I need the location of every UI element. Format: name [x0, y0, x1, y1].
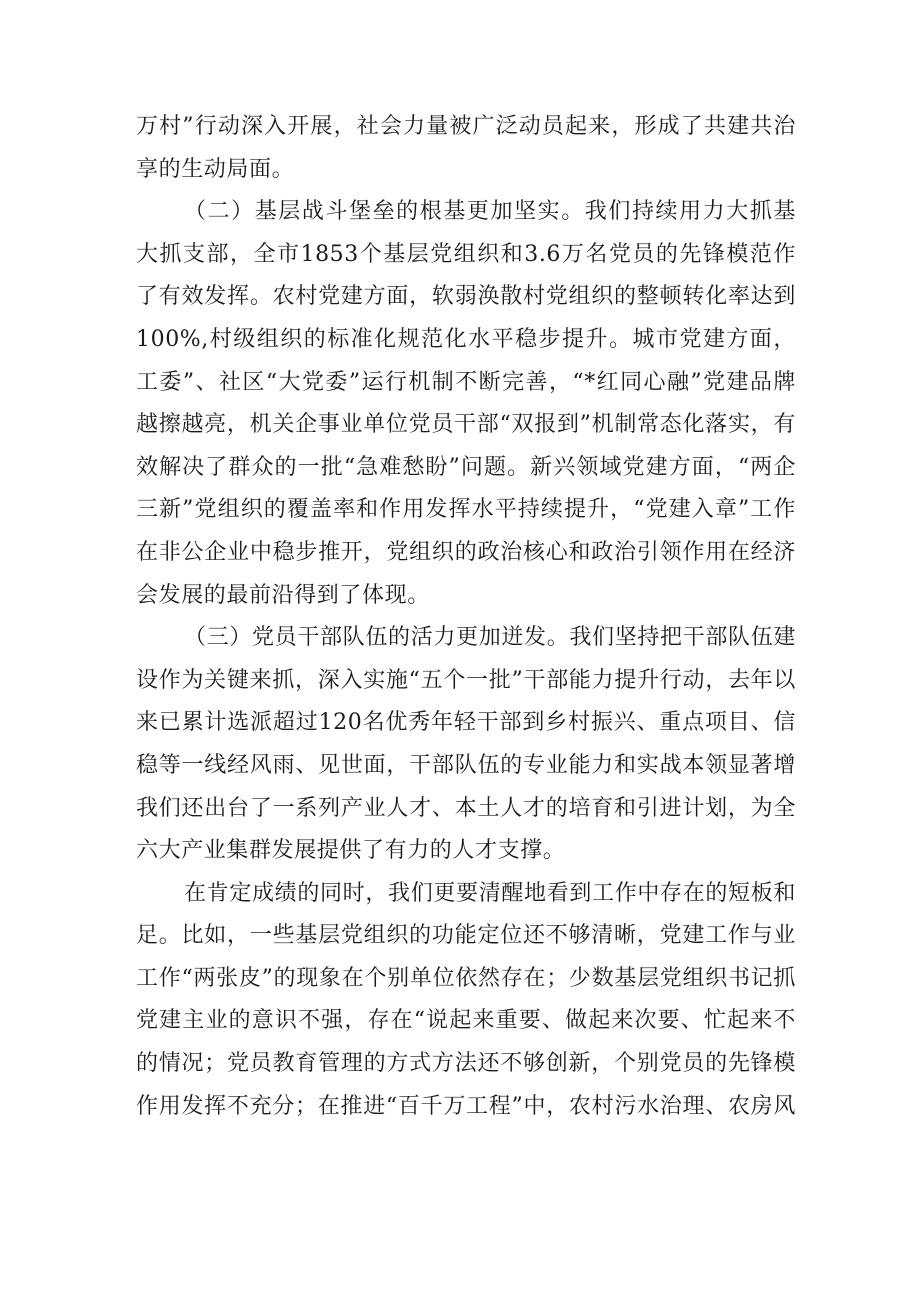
text-line: （三）党员干部队伍的活力更加迸发。我们坚持把干部队伍建	[184, 625, 796, 651]
text-line: 设作为关键来抓，深入实施“五个一批”干部能力提升行动，去年以	[136, 667, 796, 693]
text-line: 效解决了群众的一批“急难愁盼”问题。新兴领域党建方面，“两企	[136, 454, 796, 480]
text-line: 万村”行动深入开展，社会力量被广泛动员起来，形成了共建共治	[136, 114, 796, 139]
text-line: 工委”、社区“大党委”运行机制不断完善，“*红同心融”党建品牌	[136, 369, 796, 395]
text-line: 我们还出台了一系列产业人才、本土人才的培育和引进计划，为全	[136, 795, 796, 821]
text-line: 的情况；党员教育管理的方式方法还不够创新，个别党员的先锋模	[136, 1051, 796, 1077]
text-line: 大抓支部，全市1853个基层党组织和3.6万名党员的先锋模范作	[136, 241, 796, 267]
text-line: 会发展的最前沿得到了体现。	[136, 582, 430, 608]
text-line: 工作“两张皮”的现象在个别单位依然存在；少数基层党组织书记抓	[136, 965, 796, 991]
text-line: （二）基层战斗堡垒的根基更加坚实。我们持续用力大抓基	[184, 199, 796, 225]
document-body	[136, 106, 796, 1128]
text-line: 享的生动局面。	[136, 156, 295, 182]
text-line: 稳等一线经风雨、见世面，干部队伍的专业能力和实战本领显著增	[136, 752, 796, 778]
text-line: 在非公企业中稳步推开，党组织的政治核心和政治引领作用在经济	[136, 539, 796, 565]
text-line: 100%,村级组织的标准化规范化水平稳步提升。城市党建方面，	[136, 326, 796, 352]
text-line: 足。比如，一些基层党组织的功能定位还不够清晰，党建工作与业	[136, 923, 796, 949]
text-line: 三新”党组织的覆盖率和作用发挥水平持续提升，“党建入章”工作	[136, 497, 796, 523]
text-line: 越擦越亮，机关企事业单位党员干部“双报到”机制常态化落实，有	[136, 412, 796, 438]
text-line: 六大产业集群发展提供了有力的人才支撑。	[136, 838, 566, 864]
text-line: 在肯定成绩的同时，我们更要清醒地看到工作中存在的短板和	[184, 880, 796, 906]
text-line: 作用发挥不充分；在推进“百千万工程”中，农村污水治理、农房风	[136, 1093, 796, 1119]
text-line: 了有效发挥。农村党建方面，软弱涣散村党组织的整顿转化率达到	[136, 284, 796, 310]
text-line: 党建主业的意识不强，存在“说起来重要、做起来次要、忙起来不	[136, 1008, 796, 1034]
text-line: 来已累计选派超过120名优秀年轻干部到乡村振兴、重点项目、信	[136, 710, 796, 736]
